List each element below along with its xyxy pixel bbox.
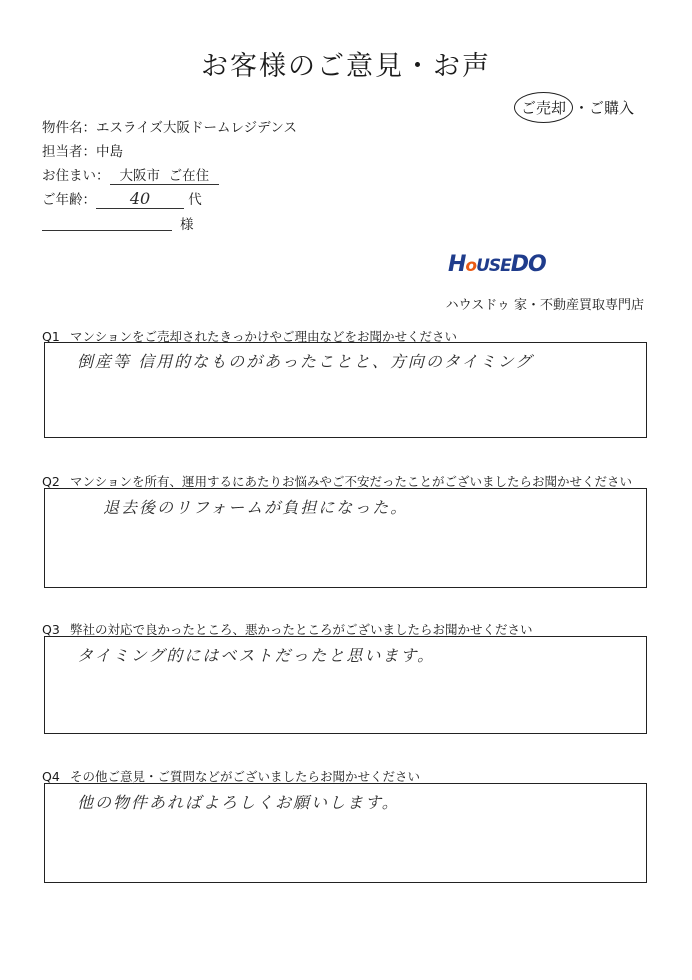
property-value: エスライズ大阪ドームレジデンス — [96, 120, 297, 136]
age-suffix: 代 — [188, 192, 202, 208]
sale-type-selection — [514, 92, 634, 123]
age-label: ご年齢： — [42, 192, 96, 208]
housedo-logo — [448, 252, 546, 277]
answer-3: タイミング的にはベストだったと思います。 — [77, 646, 436, 665]
age-field — [42, 188, 202, 209]
property-label: 物件名： — [42, 120, 96, 136]
property-field — [42, 116, 297, 136]
question-4-number: Q4 — [42, 769, 60, 784]
sale-type-selected: ご売却 — [514, 92, 573, 123]
answer-2: 退去後のリフォームが負担になった。 — [103, 498, 409, 517]
residence-value-wrap — [110, 164, 220, 185]
logo-h: H — [448, 252, 466, 277]
age-value-wrap — [96, 189, 184, 209]
residence-suffix: ご在住 — [168, 168, 210, 184]
age-value: 40 — [129, 189, 151, 208]
logo-o: o — [465, 256, 477, 276]
name-line — [42, 212, 172, 231]
answer-4: 他の物件あればよろしくお願いします。 — [77, 793, 400, 812]
question-1-text: マンションをご売却されたきっかけやご理由などをお聞かせください — [70, 329, 457, 344]
question-2-text: マンションを所有、運用するにあたりお悩みやご不安だったことがございましたらお聞かせください — [70, 474, 632, 489]
staff-label: 担当者： — [42, 144, 96, 160]
question-1-number: Q1 — [42, 329, 60, 344]
residence-label: お住まい： — [42, 168, 110, 184]
answer-1: 倒産等 信用的なものがあったことと、方向のタイミング — [77, 352, 534, 371]
answer-box-3 — [44, 636, 647, 734]
residence-value: 大阪市 — [119, 168, 160, 184]
answer-box-1 — [44, 342, 647, 438]
name-suffix: 様 — [180, 217, 194, 233]
sale-type-other: ご購入 — [588, 99, 634, 117]
answer-box-4 — [44, 783, 647, 883]
residence-field — [42, 164, 219, 185]
logo-use: USE — [476, 256, 511, 276]
logo-do: DO — [510, 252, 546, 277]
sale-type-separator: ・ — [573, 99, 589, 117]
question-3-number: Q3 — [42, 622, 60, 637]
question-2-number: Q2 — [42, 474, 60, 489]
company-tagline: ハウスドゥ 家・不動産買取専門店 — [445, 298, 644, 313]
question-4-text: その他ご意見・ご質問などがございましたらお聞かせください — [70, 769, 421, 784]
page-title: お客様のご意見・お声 — [201, 51, 491, 82]
staff-value: 中島 — [96, 144, 123, 160]
answer-box-2 — [44, 488, 647, 588]
question-3-text: 弊社の対応で良かったところ、悪かったところがございましたらお聞かせください — [70, 622, 533, 637]
staff-field — [42, 140, 123, 160]
